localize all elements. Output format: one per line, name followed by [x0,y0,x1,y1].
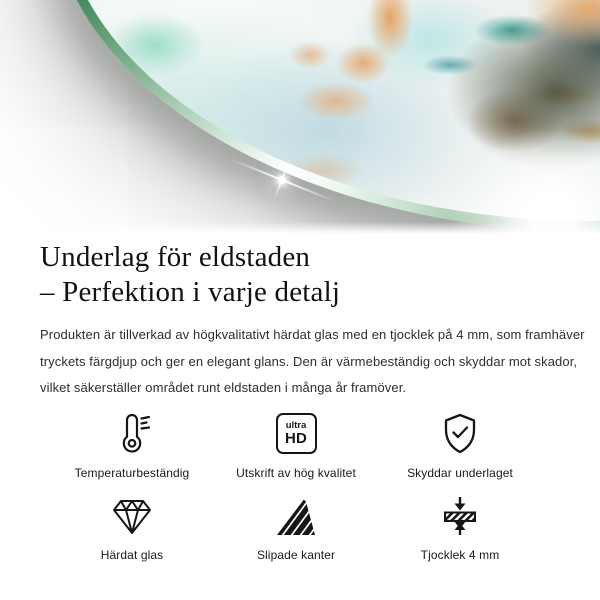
shield-check-icon [436,410,484,458]
thickness-compress-icon [436,492,484,540]
ultra-hd-badge-top: ultra [285,420,307,431]
feature-temperature-resistant [50,410,214,480]
ultra-hd-badge-bottom: HD [284,430,308,447]
product-description-section [0,240,600,562]
hero-bottom-fade [0,222,600,236]
product-hero-photo [0,0,600,236]
feature-label: Tjocklek 4 mm [420,547,500,562]
page-title-line1: Underlag för eldstaden [40,241,311,273]
feature-label: Utskrift av hög kvalitet [236,465,356,480]
photo-white-fade [450,130,600,236]
description-line: Produkten är tillverkad av högkvalitativt härdat glas med en tjocklek på 4 mm, som framhäver [40,327,585,342]
ultra-hd-badge [276,413,317,454]
feature-print-quality [214,410,378,480]
feature-label: Temperaturbeständig [74,465,190,480]
page-title [40,240,552,310]
feature-thickness [378,492,542,562]
feature-protects-surface [378,410,542,480]
page-title-line2: – Perfektion i varje detalj [40,276,341,308]
feature-tempered-glass [50,492,214,562]
ultra-hd-icon [276,410,317,458]
feature-grid [40,410,552,562]
product-description [40,322,585,402]
thermometer-icon [108,410,156,458]
feature-polished-edges [214,492,378,562]
feature-label: Härdat glas [100,547,164,562]
feature-label: Skyddar underlaget [407,465,513,480]
sparkle-core [278,176,286,184]
description-line: vilket säkerställer området runt eldstaden i många år framöver. [40,380,407,395]
beveled-edges-icon [272,492,320,540]
diamond-icon [108,492,156,540]
feature-label: Slipade kanter [256,547,336,562]
description-line: tryckets färgdjup och ger en elegant glans. Den är värmebeständig och skyddar mot skador, [40,353,578,369]
